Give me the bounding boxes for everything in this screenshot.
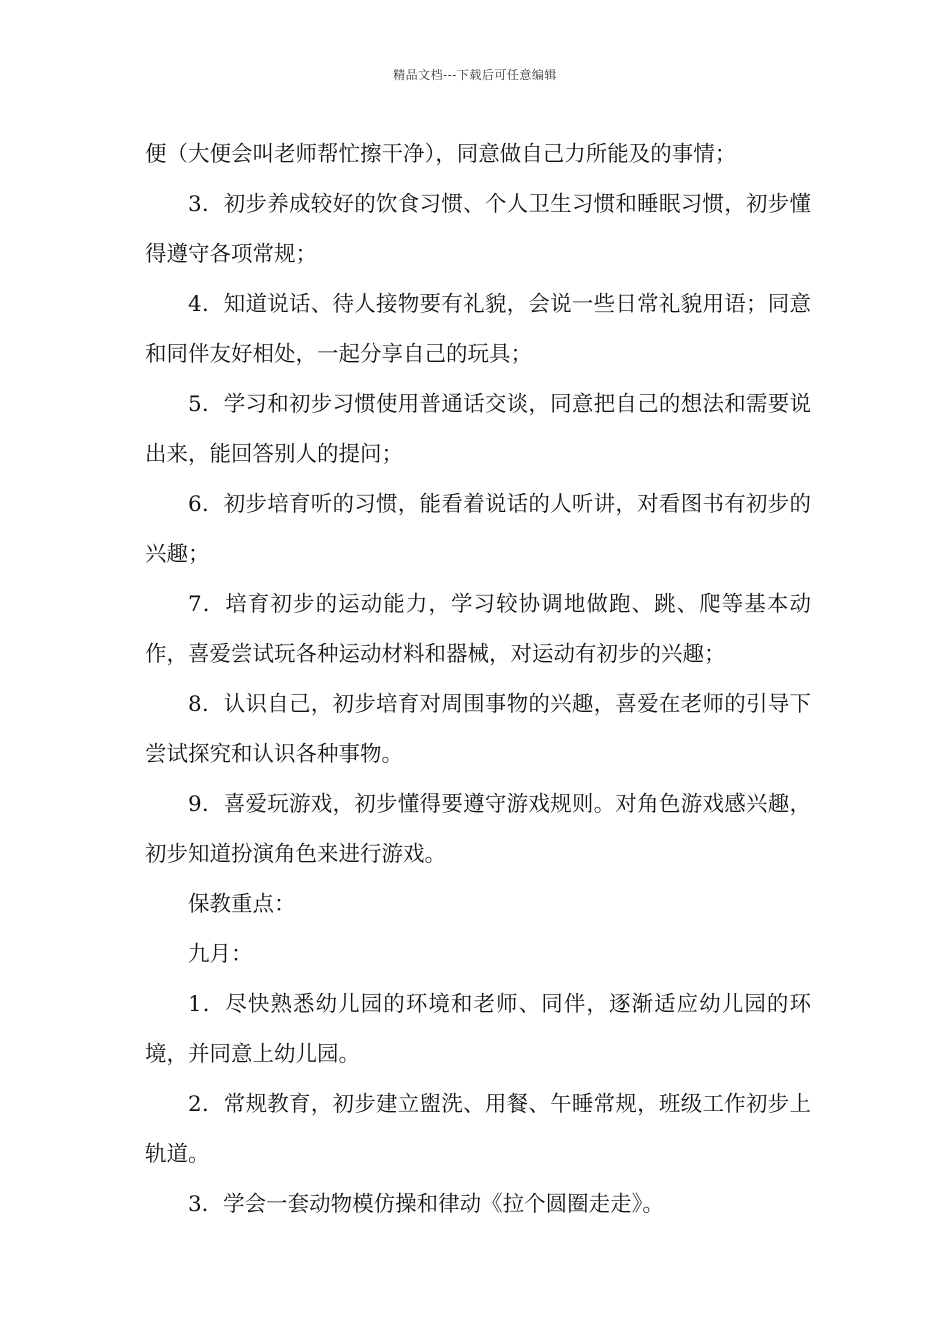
paragraph: 9．喜爱玩游戏，初步懂得要遵守游戏规则。对角色游戏感兴趣，初步知道扮演角色来进行游戏。 — [145, 792, 811, 867]
paragraph: 4．知道说话、待人接物要有礼貌，会说一些日常礼貌用语；同意和同伴友好相处，一起分享自己的玩具； — [145, 292, 811, 367]
document-body — [145, 130, 811, 1230]
paragraph: 2．常规教育，初步建立盥洗、用餐、午睡常规，班级工作初步上轨道。 — [145, 1092, 811, 1167]
paragraph: 1．尽快熟悉幼儿园的环境和老师、同伴，逐渐适应幼儿园的环境，并同意上幼儿园。 — [145, 992, 811, 1067]
paragraph: 3．学会一套动物模仿操和律动《拉个圆圈走走》。 — [188, 1192, 664, 1217]
paragraph: 3．初步养成较好的饮食习惯、个人卫生习惯和睡眠习惯，初步懂得遵守各项常规； — [145, 192, 811, 267]
paragraph: 5．学习和初步习惯使用普通话交谈，同意把自己的想法和需要说出来，能回答别人的提问； — [145, 392, 811, 467]
paragraph: 6．初步培育听的习惯，能看着说话的人听讲，对看图书有初步的兴趣； — [145, 492, 811, 567]
month-heading: 九月： — [188, 942, 253, 967]
paragraph: 7．培育初步的运动能力，学习较协调地做跑、跳、爬等基本动作，喜爱尝试玩各种运动材料和器械，对运动有初步的兴趣； — [145, 592, 811, 667]
paragraph: 8．认识自己，初步培育对周围事物的兴趣，喜爱在老师的引导下尝试探究和认识各种事物。 — [145, 692, 811, 767]
paragraph: 便（大便会叫老师帮忙擦干净），同意做自己力所能及的事情； — [145, 142, 737, 167]
page-header: 精品文档---下载后可任意编辑 — [393, 68, 557, 82]
section-heading: 保教重点： — [188, 892, 296, 917]
